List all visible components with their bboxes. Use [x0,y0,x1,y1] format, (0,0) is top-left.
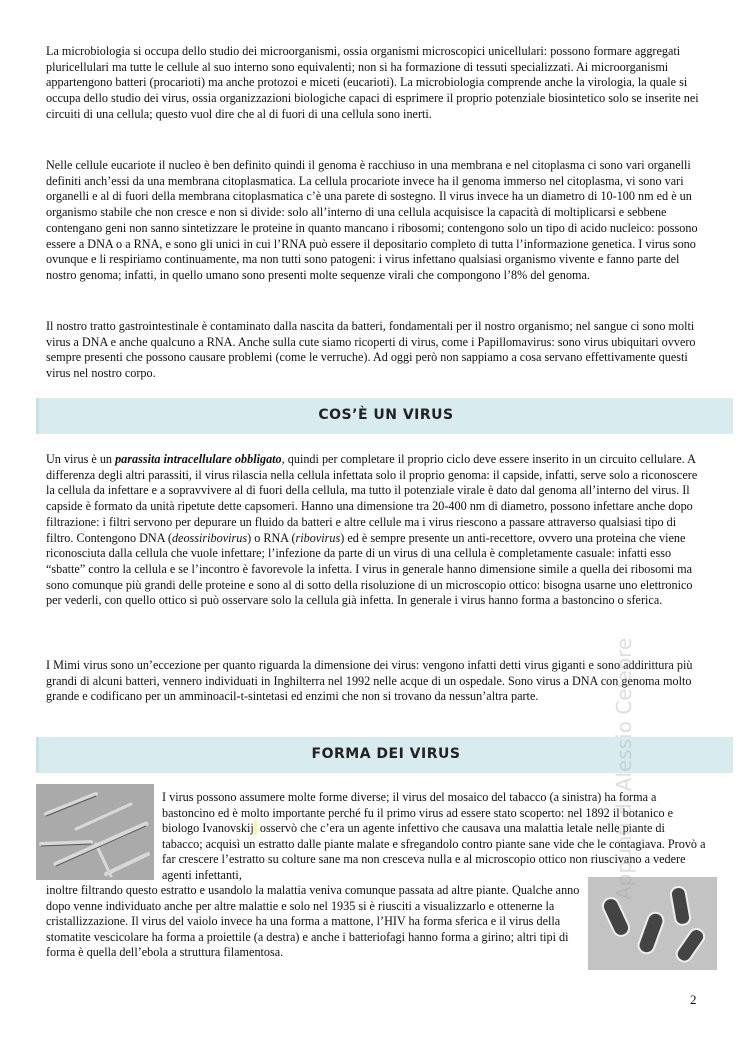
emphasis-term: parassita intracellulare obbligato [115,452,282,466]
text-run: I virus possono assumere molte forme diverse; il virus del mosaico del tabacco (a sinistra) ha forma a bastoncino ed è molto importante perché fu il primo virus ad essere stato scoperto: nel 1892 il botanico e biologo Ivanovskij [162,790,674,836]
heading-virus-shape: FORMA DEI VIRUS [311,746,461,762]
vesicular-stomatitis-virus-image [588,877,717,970]
micrograph-rods-graphic [36,784,154,880]
text-run: ) o RNA ( [247,530,296,545]
text-run: Un virus è un [46,452,116,466]
micrograph-bullets-graphic [588,877,717,970]
text-run: ) ed è sempre presente un anti-recettore, ovvero una proteina che viene riconosciuta dalla cellula che vuole infettare; l’infezione da parte di un virus di una cellula è completamente casuale: infatti esso “sbatte” contro la cellula e se l’incontro è favorevole la infetta. I virus in generale hanno dimensione simile a quella dei ribosomi ma sono comunque più grandi delle proteine e sono al di sotto della risoluzione di un microscopio ottico: bisogna usarne uno elettronico per vederli, con quello ottico si può osservare solo la cellula già infetta. In generale i virus hanno forma a bastoncino o sferica. [46,530,693,608]
emphasis-term: deossiribovirus [171,530,248,545]
text-run: , quindi per completare il proprio ciclo deve essere inserito in un circuito cellulare. A differenza degli altri parassiti, il virus rilascia nella cellula infettata solo il proprio genoma: il capside, infatti, serve solo a riconoscere la cellula da infettare e a sopravvivere al di fuori della cellula, ma tutto il potenziale virale è dato dal genoma all’interno del virus. Il capside è formato da unità ripetute dette capsomeri. Hanno una dimensione tra 20-400 nm di diametro, possono infettare anche dopo filtrazione: i filtri servono per depurare un fluido da batteri e altre cellule ma i virus riescono a passare attraverso qualsiasi tipo di filtro. Contengono DNA ( [46,452,698,545]
watermark: Appunti di Alessio Celebre [612,637,636,900]
paragraph-cells: Nelle cellule eucariote il nucleo è ben definito quindi il genoma è racchiuso in una membrana e nel citoplasma ci sono vari organelli definiti anch’essi da una membrana citoplasmatica. La cellula procariote invece ha il genoma immerso nel citoplasma, vi sono vari organelli e al di fuori della membrana citoplasmatica c’è una parete di sostegno. Il virus invece ha un diametro di 10-100 nm ed è un organismo stabile che non cresce e non si divide: solo all’interno di una cellula acquisisce la capacità di moltiplicarsi e sebbene contengano geni non sanno sintetizzare le proteine in quanto mancano i ribosomi; contengono solo un tipo di acido nucleico: possono essere a DNA o a RNA, e sono gli unici in cui l’RNA può essere il depositario completo di tutta l’informazione genetica. I virus sono ovunque e li respiriamo continuamente, ma non tutti sono patogeni: i virus infettano qualsiasi organismo vivente e fanno parte del nostro genoma; infatti, in quello umano sono presenti molte sequenze virali che compongono l’8% del genoma. [46,158,698,282]
paragraph-virus-shapes-continued: inoltre filtrando questo estratto e usandolo la malattia veniva comunque passata ad altre piante. Qualche anno dopo venne individuato anche per altre malattie e solo nel 1935 si è riusciti a visualizzarlo e ottenerne la cristallizzazione. Il virus del vaiolo invece ha una forma a mattone, l’HIV ha forma sferica e il virus della stomatite vescicolare ha forma a proiettile (a destra) e anche i batteriofagi hanno forma a girino; altri tipi di forma è quella dell’ebola a struttura filamentosa. [46,883,580,960]
paragraph-mimi-virus: I Mimi virus sono un’eccezione per quanto riguarda la dimensione dei virus: vengono infatti detti virus giganti e sono addirittura più grandi di alcuni batteri, vennero individuati in Inghilterra nel 1992 nelle acque di un ospedale. Sono virus a DNA con genoma molto grande e codificano per un amminoacil-t-sintetasi ed enzimi che non si trovano da nessun’altra parte. [46,658,693,704]
page-number: 2 [690,992,697,1007]
tobacco-mosaic-virus-image [36,784,154,880]
heading-what-is-virus: COS’È UN VIRUS [318,407,454,423]
section-heading-bar [36,398,733,434]
paragraph-gut: Il nostro tratto gastrointestinale è contaminato dalla nascita da batteri, fondamentali per il nostro organismo; nel sangue ci sono molti virus a DNA e anche qualcuno a RNA. Anche sulla cute siamo ricoperti di virus, come i Papillomavirus: sono virus ubiquitari ovvero sempre presenti che possono causare problemi (come le verruche). Ad oggi però non sappiamo a cosa servano effettivamente questi virus nel nostro corpo. [46,319,696,381]
paragraph-intro: La microbiologia si occupa dello studio dei microorganismi, ossia organismi microscopici unicellulari: possono formare aggregati pluricellulari ma tutte le cellule al suo interno sono equivalenti; non si ha formazione di tessuti specializzati. Ai microorganismi appartengono batteri (procarioti) ma anche protozoi e miceti (eucarioti). La microbiologia comprende anche la virologia, la quale si occupa dello studio dei virus, ossia organizzazioni biologiche capaci di esprimere il proprio potenziale biosintetico solo se inserite nei circuiti di una cellula; questo vuol dire che al di fuori di una cellula sono inerti. [46,44,699,121]
emphasis-term: ribovirus [295,530,341,545]
paragraph-virus-definition [46,452,706,609]
text-run: osservò che c’era un agente infettivo che causava una malattia letale nelle piante di tabacco; acquisì un estratto dalle piante malate e sfregandolo contro piante sane vide che le contagiava. Provò a far crescere l’estratto su colture sane ma non cresceva nulla e al microscopio ottico non riuscivano a vedere agenti infettanti, [162,821,706,882]
